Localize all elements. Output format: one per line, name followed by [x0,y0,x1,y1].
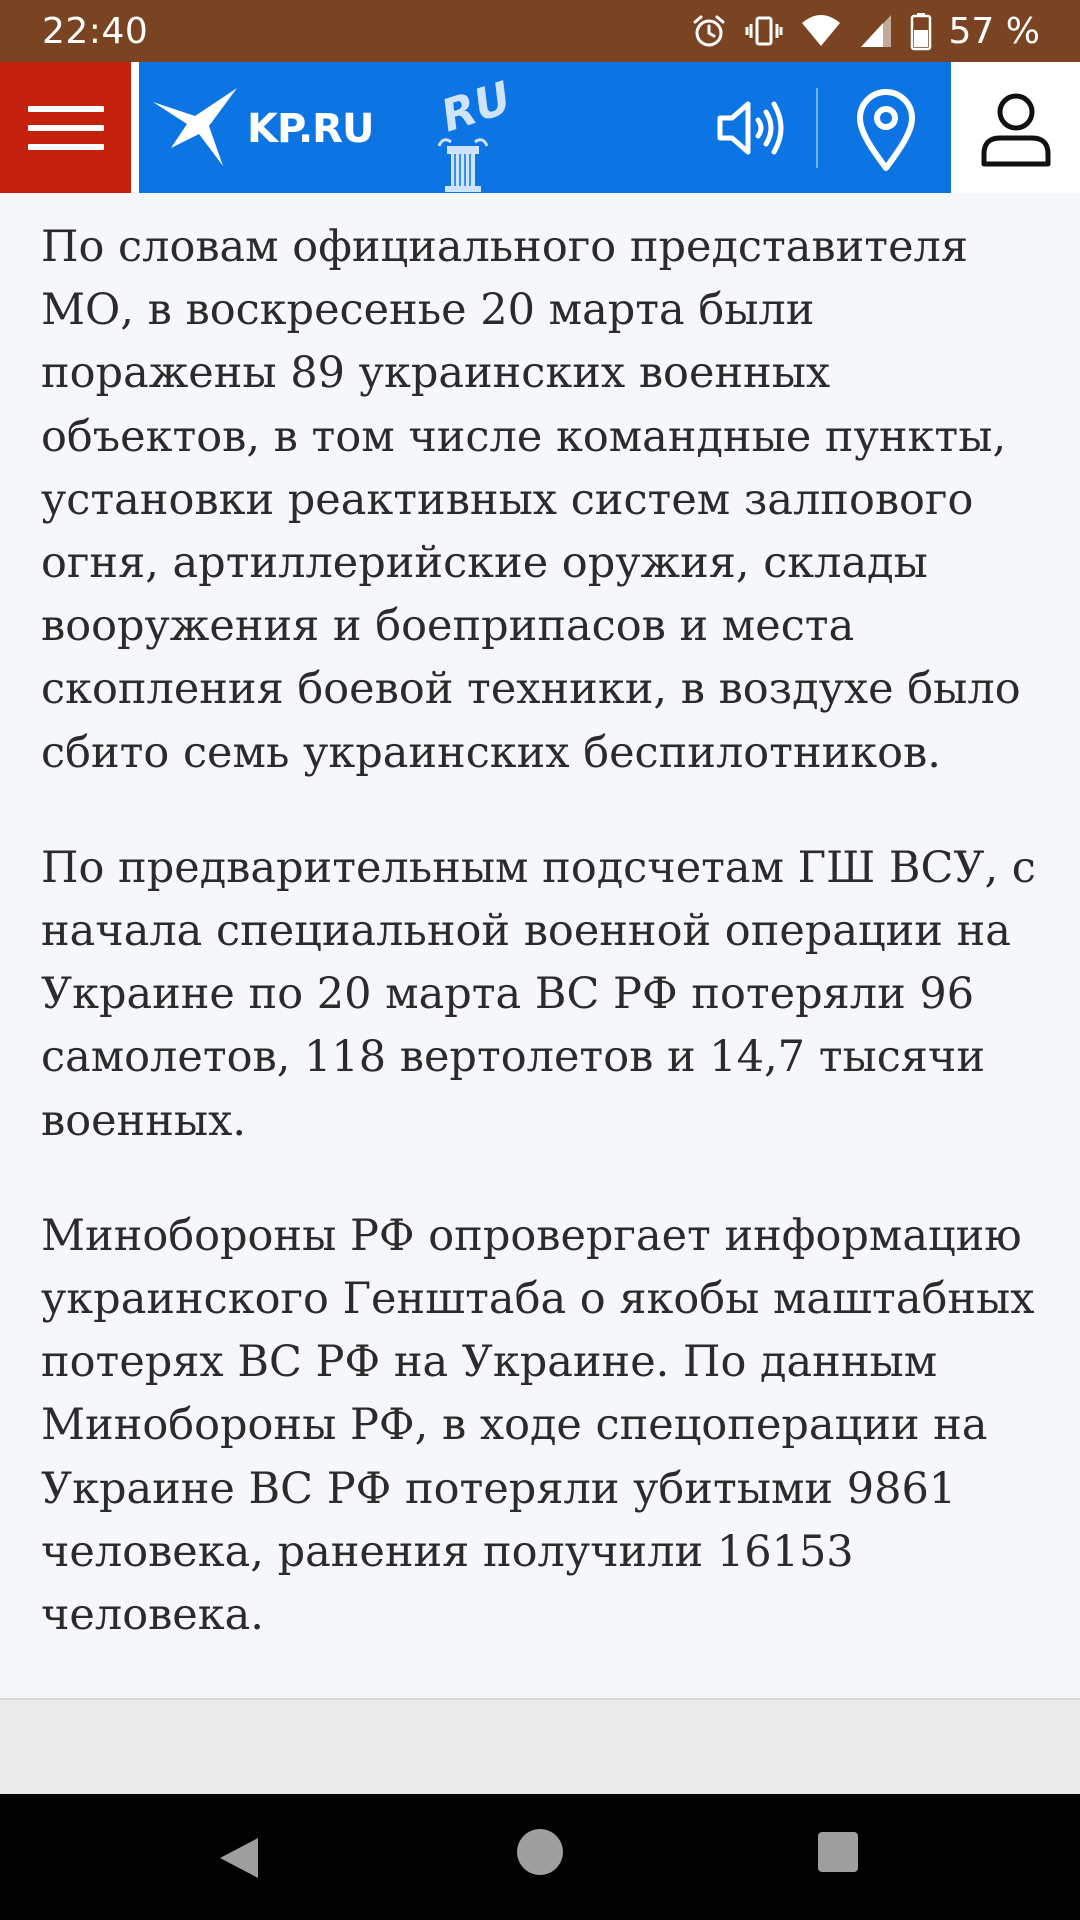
header-divider [816,88,818,168]
site-logo[interactable] [151,72,373,184]
logo-ru-text: RU [435,72,518,143]
article-paragraph: По предварительным подсчетам ГШ ВСУ, с начала специальной военной операции на Украине по 20 марта ВС РФ потеряли 96 самолетов, 118 вертолетов и 14,7 тысячи военных. [41,842,1036,1146]
location-button[interactable] [854,88,918,172]
battery-percent: 57 % [948,10,1040,52]
wifi-icon [801,13,841,49]
logo-ru-badge [429,62,518,196]
status-bar [0,0,1080,62]
recents-icon[interactable] [818,1832,858,1872]
menu-icon [28,106,104,112]
footer-area [0,1698,1080,1794]
article-paragraph: По словам официального представителя МО, в воскресенье 20 марта были поражены 89 украинских военных объектов, в том числе командные пункты, установки реактивных систем залпового огня, артиллерийские оружия, склады вооружения и боеприпасов и места скопления боевой техники, в воздухе было сбито семь украинских беспилотников. [41,222,1021,778]
profile-button[interactable] [980,92,1052,168]
brand-bar [139,62,951,193]
status-icons [691,11,1040,52]
home-icon[interactable] [517,1829,563,1875]
alarm-icon [691,13,727,49]
signal-icon [859,13,893,49]
speaker-icon [714,149,786,168]
menu-button[interactable] [0,62,131,193]
app-header [0,62,1080,193]
vibrate-icon [745,13,783,49]
bird-logo-icon [151,86,239,170]
back-icon[interactable] [218,1836,260,1884]
logo-text: KP.RU [247,106,374,152]
audio-button[interactable] [714,92,786,164]
user-icon [980,153,1052,172]
location-pin-icon [854,157,918,176]
article-body [41,216,1051,1699]
battery-icon [911,12,931,50]
article-paragraph: Минобороны РФ опровергает информацию украинского Генштаба о якобы маштабных потерях ВС РФ на Украине. По данным Минобороны РФ, в ходе спецоперации на Украине ВС РФ потеряли убитыми 9861 человека, ранения получили 16153 человека. [41,1210,1035,1641]
status-time: 22:40 [42,10,149,52]
system-nav-bar [0,1794,1080,1920]
